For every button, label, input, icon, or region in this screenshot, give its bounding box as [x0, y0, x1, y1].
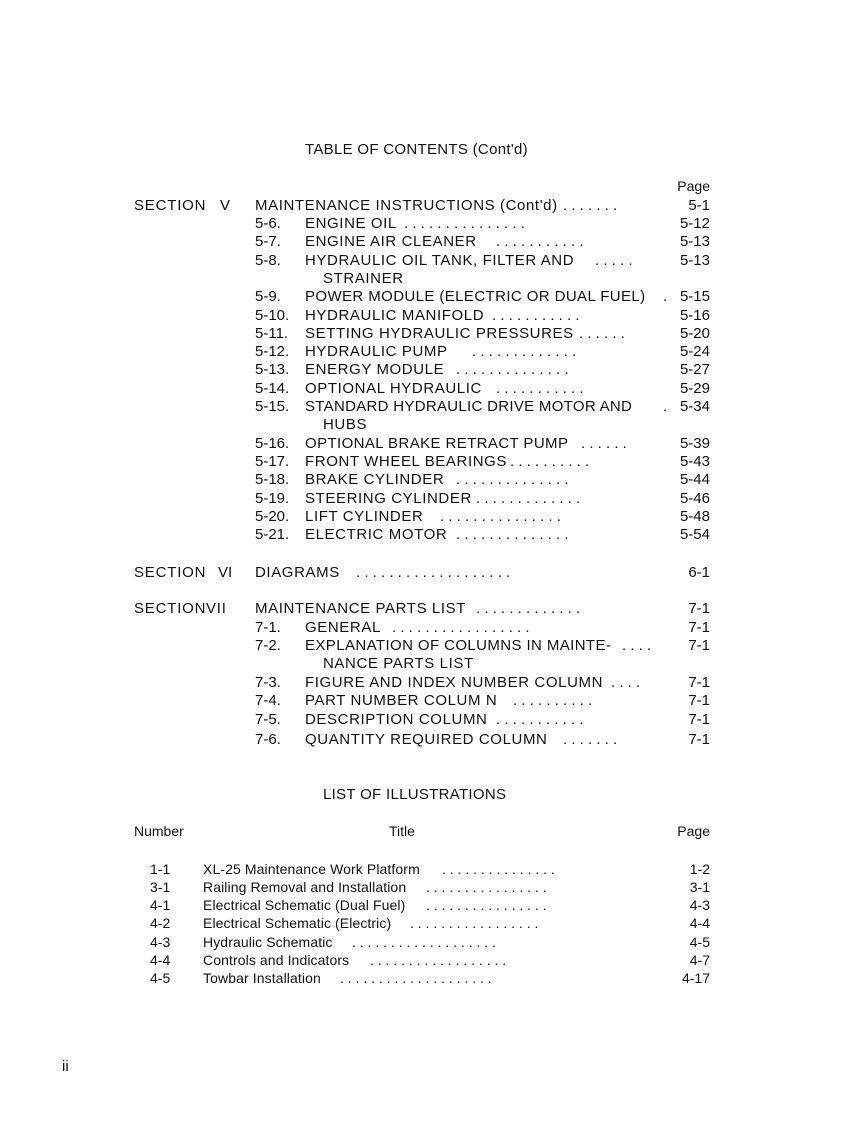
- figure-title: Railing Removal and Installation: [203, 879, 407, 895]
- item-text: PART NUMBER COLUM N: [305, 692, 498, 709]
- item-number: 5-20.: [255, 508, 290, 525]
- leader-dots: . . . . . . . . . . . . . . . . . .: [370, 952, 507, 968]
- leader-dots: . . . . . . . . . . . . .: [476, 600, 581, 617]
- item-text: OPTIONAL HYDRAULIC: [305, 380, 482, 397]
- section-page: 7-1: [688, 600, 710, 617]
- figure-title: Towbar Installation: [203, 970, 321, 986]
- item-text: ELECTRIC MOTOR: [305, 526, 448, 543]
- col-number-header: Number: [134, 823, 184, 839]
- item-text: FRONT WHEEL BEARINGS: [305, 453, 508, 470]
- leader-dots: . . . . . . . . . . . . . . . .: [426, 897, 547, 913]
- item-number: 7-2.: [255, 637, 281, 654]
- item-text: LIFT CYLINDER: [305, 508, 424, 525]
- item-page: 5-39: [679, 435, 710, 452]
- item-number: 5-12.: [255, 343, 290, 360]
- item-page: 5-46: [679, 490, 710, 507]
- figure-title: Controls and Indicators: [203, 952, 350, 968]
- figure-number: 1-1: [150, 861, 171, 877]
- page-number: ii: [62, 1058, 69, 1075]
- item-page: 5-48: [679, 508, 710, 525]
- leader-dots: . . . . . . . . . . . . .: [476, 490, 581, 507]
- section-label: SECTION: [134, 197, 207, 214]
- item-text: SETTING HYDRAULIC PRESSURES: [305, 325, 574, 342]
- figure-number: 3-1: [150, 879, 171, 895]
- section-page: 6-1: [688, 564, 710, 581]
- section-title: MAINTENANCE PARTS LIST: [255, 600, 467, 617]
- section-label: SECTION: [134, 564, 207, 581]
- item-number: 5-9.: [255, 288, 281, 305]
- leader-dots: . . . . .: [595, 252, 633, 269]
- item-page: 7-1: [688, 731, 710, 748]
- leader-dots: . . . . . . . . . . . . . . . . . . . .: [340, 970, 492, 986]
- item-text: STEERING CYLINDER: [305, 490, 472, 507]
- toc-page-header: Page: [677, 178, 710, 194]
- leader-dots: . . . . . . .: [563, 197, 618, 214]
- item-number: 5-10.: [255, 307, 290, 324]
- leader-dots: . . . . . . . . . . . . . . . . .: [410, 915, 539, 931]
- figure-page: 4-3: [689, 897, 710, 913]
- section-page: 5-1: [688, 197, 710, 214]
- item-page: 5-34: [679, 398, 710, 415]
- item-page: 7-1: [688, 692, 710, 709]
- item-text: DESCRIPTION COLUMN: [305, 711, 488, 728]
- item-page: 5-54: [679, 526, 710, 543]
- item-page: 5-20: [679, 325, 710, 342]
- figure-number: 4-4: [150, 952, 171, 968]
- leader-dots: . . . . . . . . . . . . . . . . . . .: [356, 564, 511, 581]
- leader-dots: . . . . . . . . . . .: [496, 711, 584, 728]
- leader-dots: . . . .: [622, 637, 652, 654]
- item-number: 7-3.: [255, 674, 281, 691]
- leader-dots: . . . . . . . . . . . . . . . . . . .: [352, 934, 496, 950]
- item-text: HYDRAULIC PUMP: [305, 343, 448, 360]
- illustrations-title: LIST OF ILLUSTRATIONS: [323, 786, 507, 803]
- item-page: 5-43: [679, 453, 710, 470]
- item-page: 5-15: [679, 288, 710, 305]
- item-page: 7-1: [688, 619, 710, 636]
- item-number: 5-18.: [255, 471, 290, 488]
- leader-dots: . . . . . . . . . . . . . . .: [442, 861, 555, 877]
- leader-dots: . . . . . . . . . . . . . . . .: [426, 879, 547, 895]
- item-page: 7-1: [688, 637, 710, 654]
- item-number: 5-21.: [255, 526, 290, 543]
- figure-title: Hydraulic Schematic: [203, 934, 333, 950]
- item-text: OPTIONAL BRAKE RETRACT PUMP: [305, 435, 569, 452]
- figure-number: 4-3: [150, 934, 171, 950]
- leader-dots: . . . . . . . . . .: [513, 692, 593, 709]
- item-page: 5-13: [679, 252, 710, 269]
- leader-dots: . . . . . . . . . . . . . . .: [404, 215, 525, 232]
- leader-dots: . . . . . . . . . . . . . .: [456, 361, 569, 378]
- item-number: 5-6.: [255, 215, 281, 232]
- section-roman: VI: [218, 564, 233, 581]
- item-number: 5-19.: [255, 490, 290, 507]
- figure-title: XL-25 Maintenance Work Platform: [203, 861, 420, 877]
- item-number: 7-5.: [255, 711, 281, 728]
- item-page: 5-27: [679, 361, 710, 378]
- leader-dots: . . . . . . . . . .: [510, 453, 590, 470]
- item-page: 5-13: [679, 233, 710, 250]
- figure-number: 4-5: [150, 970, 171, 986]
- item-text: POWER MODULE (ELECTRIC OR DUAL FUEL): [305, 288, 646, 305]
- item-page: 5-44: [679, 471, 710, 488]
- leader-dots: . . . . . . . . . . .: [496, 233, 584, 250]
- item-text-continued: STRAINER: [323, 270, 404, 287]
- figure-page: 4-7: [689, 952, 710, 968]
- item-number: 5-13.: [255, 361, 290, 378]
- figure-number: 4-2: [150, 915, 171, 931]
- item-page: 7-1: [688, 711, 710, 728]
- item-number: 5-17.: [255, 453, 290, 470]
- section-roman: V: [220, 197, 231, 214]
- figure-page: 4-5: [689, 934, 710, 950]
- leader-dots: . . . . . . . . . . .: [492, 307, 580, 324]
- figure-page: 3-1: [689, 879, 710, 895]
- section-label: SECTION: [134, 600, 207, 617]
- item-text: FIGURE AND INDEX NUMBER COLUMN: [305, 674, 604, 691]
- item-text: ENGINE OIL: [305, 215, 397, 232]
- leader-dots: . . . . . . . . . . . . . .: [456, 526, 569, 543]
- leader-dots: . . . . . . . . . . .: [496, 380, 584, 397]
- figure-title: Electrical Schematic (Dual Fuel): [203, 897, 406, 913]
- item-number: 7-1.: [255, 619, 281, 636]
- item-text: HYDRAULIC OIL TANK, FILTER AND: [305, 252, 575, 269]
- item-page: 5-16: [679, 307, 710, 324]
- item-text: BRAKE CYLINDER: [305, 471, 445, 488]
- leader-dots: . . . . . . . . . . . . . . .: [440, 508, 561, 525]
- leader-dots: . . . . . . . . . . . . . . . . .: [392, 619, 530, 636]
- item-text: EXPLANATION OF COLUMNS IN MAINTE-: [305, 637, 612, 654]
- leader-dots: .: [663, 398, 668, 415]
- item-number: 5-16.: [255, 435, 290, 452]
- figure-title: Electrical Schematic (Electric): [203, 915, 392, 931]
- item-number: 7-6.: [255, 731, 281, 748]
- figure-page: 1-2: [689, 861, 710, 877]
- figure-page: 4-4: [689, 915, 710, 931]
- item-page: 5-12: [679, 215, 710, 232]
- leader-dots: .: [663, 288, 668, 305]
- item-text-continued: NANCE PARTS LIST: [323, 655, 474, 672]
- item-number: 5-14.: [255, 380, 290, 397]
- item-number: 5-7.: [255, 233, 281, 250]
- leader-dots: . . . . . . . . . . . . . .: [456, 471, 569, 488]
- leader-dots: . . . .: [611, 674, 641, 691]
- leader-dots: . . . . . .: [581, 435, 627, 452]
- item-text: QUANTITY REQUIRED COLUMN: [305, 731, 548, 748]
- leader-dots: . . . . . . . . . . . . .: [472, 343, 577, 360]
- item-number: 5-11.: [255, 325, 289, 342]
- item-number: 5-15.: [255, 398, 290, 415]
- leader-dots: . . . . . .: [579, 325, 625, 342]
- item-page: 5-29: [679, 380, 710, 397]
- figure-page: 4-17: [681, 970, 710, 986]
- section-roman: VII: [206, 600, 227, 617]
- item-number: 7-4.: [255, 692, 281, 709]
- col-title-header: Title: [389, 823, 415, 839]
- item-text: HYDRAULIC MANIFOLD: [305, 307, 485, 324]
- item-page: 5-24: [679, 343, 710, 360]
- item-text: STANDARD HYDRAULIC DRIVE MOTOR AND: [305, 398, 633, 415]
- toc-title: TABLE OF CONTENTS (Cont'd): [305, 141, 528, 158]
- item-page: 7-1: [688, 674, 710, 691]
- col-page-header: Page: [677, 823, 710, 839]
- item-number: 5-8.: [255, 252, 281, 269]
- item-text-continued: HUBS: [323, 416, 368, 433]
- item-text: GENERAL: [305, 619, 381, 636]
- section-title: MAINTENANCE INSTRUCTIONS (Cont'd): [255, 197, 558, 214]
- figure-number: 4-1: [150, 897, 171, 913]
- leader-dots: . . . . . . .: [563, 731, 618, 748]
- item-text: ENERGY MODULE: [305, 361, 445, 378]
- item-text: ENGINE AIR CLEANER: [305, 233, 477, 250]
- section-title: DIAGRAMS: [255, 564, 340, 581]
